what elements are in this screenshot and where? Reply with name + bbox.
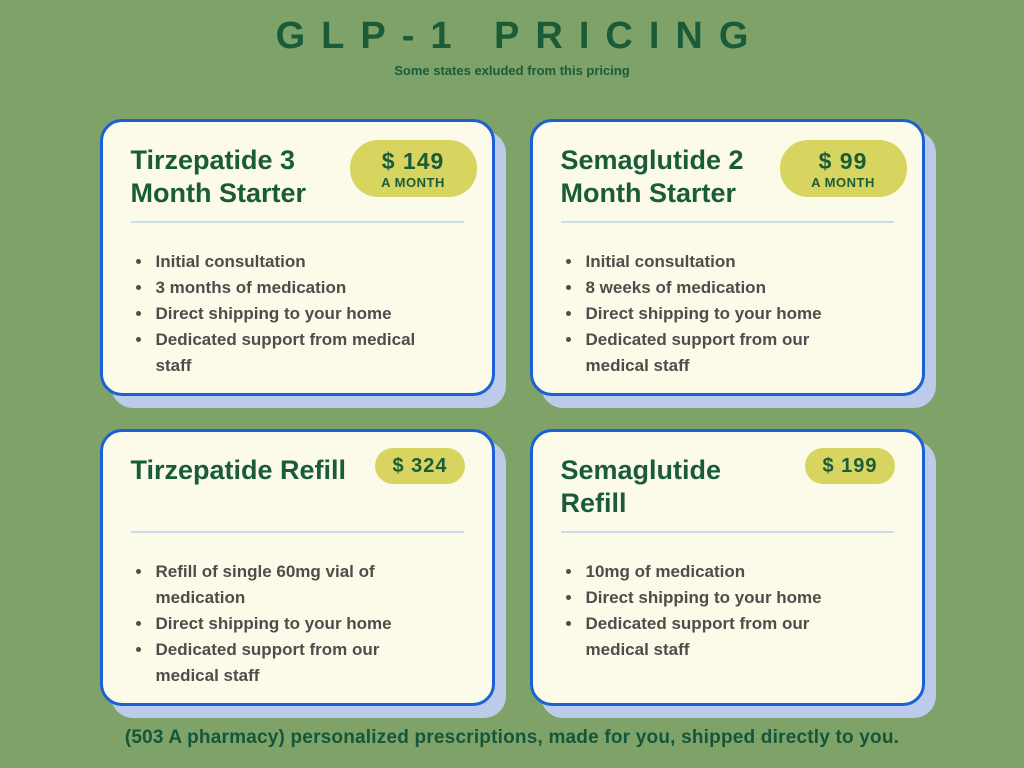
price-amount: $ 99 <box>818 148 868 174</box>
feature-list <box>561 249 869 379</box>
feature-list <box>131 559 439 689</box>
page-header <box>0 0 1024 78</box>
price-amount: $ 149 <box>381 148 445 174</box>
card-divider <box>131 531 464 533</box>
feature-item: • 10mg of medication <box>583 559 869 585</box>
card-title: Semaglutide Refill <box>560 455 722 518</box>
card-divider <box>131 221 464 223</box>
feature-item: • Direct shipping to your home <box>153 611 439 637</box>
feature-item: • Direct shipping to your home <box>583 301 869 327</box>
card-title: Semaglutide 2 Month Starter <box>560 145 744 208</box>
pricing-card-tirzepatide-starter <box>100 119 495 396</box>
feature-item: • Dedicated support from our medical staff <box>583 327 869 379</box>
feature-item: • Direct shipping to your home <box>583 585 869 611</box>
card-divider <box>561 531 894 533</box>
card-divider <box>561 221 894 223</box>
card-title: Tirzepatide Refill <box>130 455 347 485</box>
pricing-card-semaglutide-starter <box>530 119 925 396</box>
price-badge <box>375 448 464 484</box>
pricing-card-semaglutide-refill <box>530 429 925 706</box>
price-badge <box>780 140 907 197</box>
feature-item: • 3 months of medication <box>153 275 439 301</box>
price-suffix: A MONTH <box>811 175 875 190</box>
feature-item: • Dedicated support from our medical staff <box>153 637 439 689</box>
feature-list <box>561 559 869 663</box>
feature-item: • Direct shipping to your home <box>153 301 439 327</box>
price-amount: $ 199 <box>822 455 878 477</box>
price-suffix: A MONTH <box>381 175 445 190</box>
pricing-card-tirzepatide-refill <box>100 429 495 706</box>
feature-item: • 8 weeks of medication <box>583 275 869 301</box>
page-title: GLP-1 PRICING <box>275 15 765 57</box>
page-subtitle: Some states exluded from this pricing <box>394 63 630 78</box>
feature-item: • Dedicated support from our medical staff <box>583 611 869 663</box>
card-title: Tirzepatide 3 Month Starter <box>130 145 306 208</box>
feature-item: • Dedicated support from medical staff <box>153 327 439 379</box>
price-amount: $ 324 <box>392 455 448 477</box>
feature-list <box>131 249 439 379</box>
price-badge <box>805 448 894 484</box>
feature-item: • Refill of single 60mg vial of medication <box>153 559 439 611</box>
pricing-cards-grid <box>100 119 925 706</box>
price-badge <box>350 140 477 197</box>
feature-item: • Initial consultation <box>583 249 869 275</box>
feature-item: • Initial consultation <box>153 249 439 275</box>
footer-tagline: (503 A pharmacy) personalized prescriptions, made for you, shipped directly to you. <box>124 727 900 748</box>
